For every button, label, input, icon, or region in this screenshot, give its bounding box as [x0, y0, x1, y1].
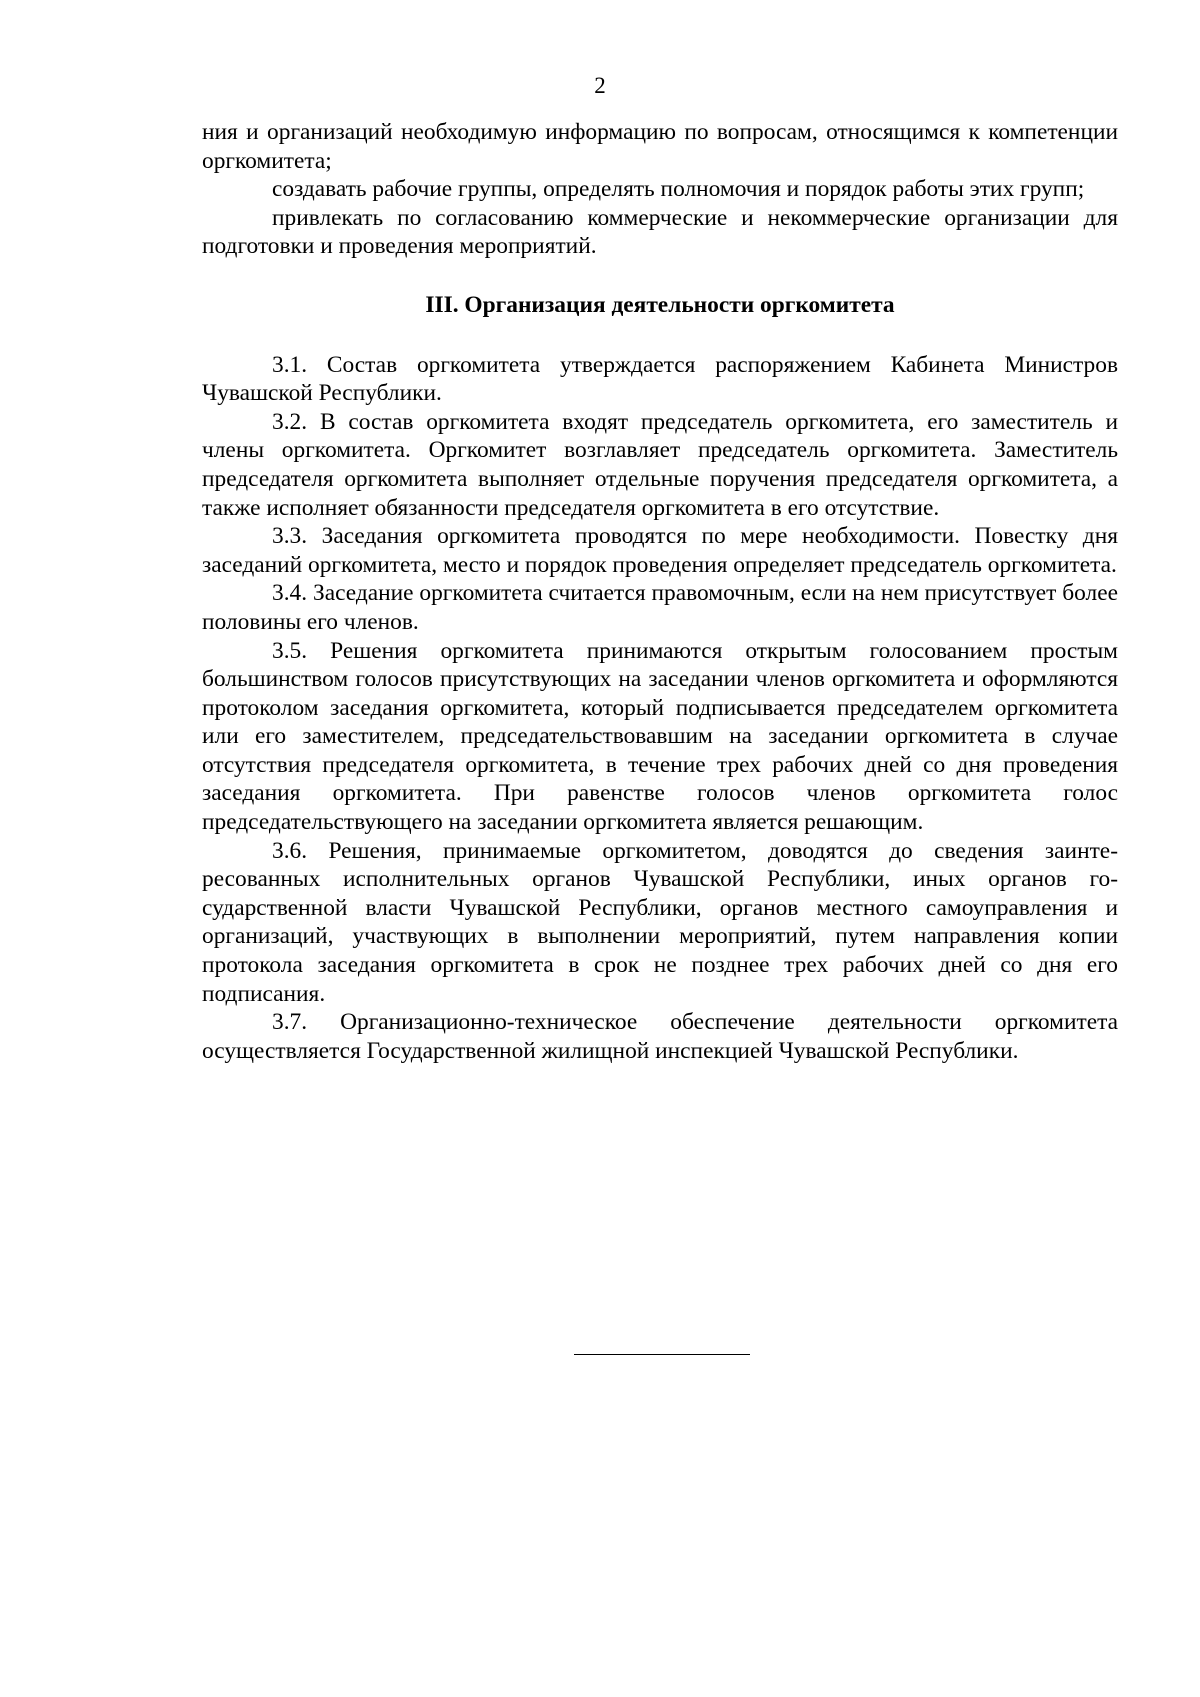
paragraph-continued: ния и организаций необходимую информацию по вопросам, относящимся к компетенции оргкомитета; — [202, 119, 1118, 174]
end-of-document-rule — [574, 1354, 750, 1355]
clause-3-1: 3.1. Состав оргкомитета утверждается распоряжением Кабинета Министров Чувашской Республики. — [202, 351, 1118, 407]
paragraph-involve-organizations: привлекать по согласованию коммерческие и некоммерческие организации для подготовки и проведения мероприятий. — [202, 204, 1118, 260]
clause-3-5: 3.5. Решения оргкомитета принимаются открытым голосованием простым большинством голосов присутствующих на заседании членов оргкомитета и оформляются протоколом заседания оргкомитета, который подписывается председателем оргкомитета или его заместителем, председательствовавшим на заседании оргкомитета в случае отсутствия председателя оргкомитета, в течение трех рабочих дней со дня проведения заседания оргкомитета. При равенстве голосов членов оргкомитета голос председательствующего на заседании оргкомитета является решающим. — [202, 637, 1118, 836]
clause-3-3: 3.3. Заседания оргкомитета проводятся по мере необходимости. Повестку дня заседаний оргкомитета, место и порядок проведения определяет председатель оргкомитета. — [202, 523, 1118, 578]
section-heading: III. Организация деятельности оргкомитета — [425, 291, 895, 318]
clause-3-6: 3.6. Решения, принимаемые оргкомитетом, доводятся до сведения заинтересованных исполнительных органов Чувашской Республики, иных органов государственной власти Чувашской Республики, органов местного самоуправления и организаций, участвующих в выполнении мероприятий, путем направления копии протокола заседания оргкомитета в срок не позднее трех рабочих дней со дня его подписания. — [202, 837, 1118, 1007]
clause-3-4: 3.4. Заседание оргкомитета считается правомочным, если на нем присутствует более половины его членов. — [202, 580, 1118, 635]
page-number: 2 — [594, 73, 606, 98]
clause-3-7: 3.7. Организационно-техническое обеспечение деятельности оргкомитета осуществляется Государственной жилищной инспекцией Чувашской Республики. — [202, 1009, 1118, 1064]
clause-3-2: 3.2. В состав оргкомитета входят председатель оргкомитета, его заместитель и члены оргкомитета. Оргкомитет возглавляет председатель оргкомитета. Заместитель председателя оргкомитета выполняет отдельные поручения председателя оргкомитета, а также исполняет обязанности председателя оргкомитета в его отсутствие. — [202, 408, 1118, 521]
paragraph-create-working-groups: создавать рабочие группы, определять полномочия и порядок работы этих групп; — [272, 176, 1085, 203]
document-body — [202, 118, 1118, 1065]
